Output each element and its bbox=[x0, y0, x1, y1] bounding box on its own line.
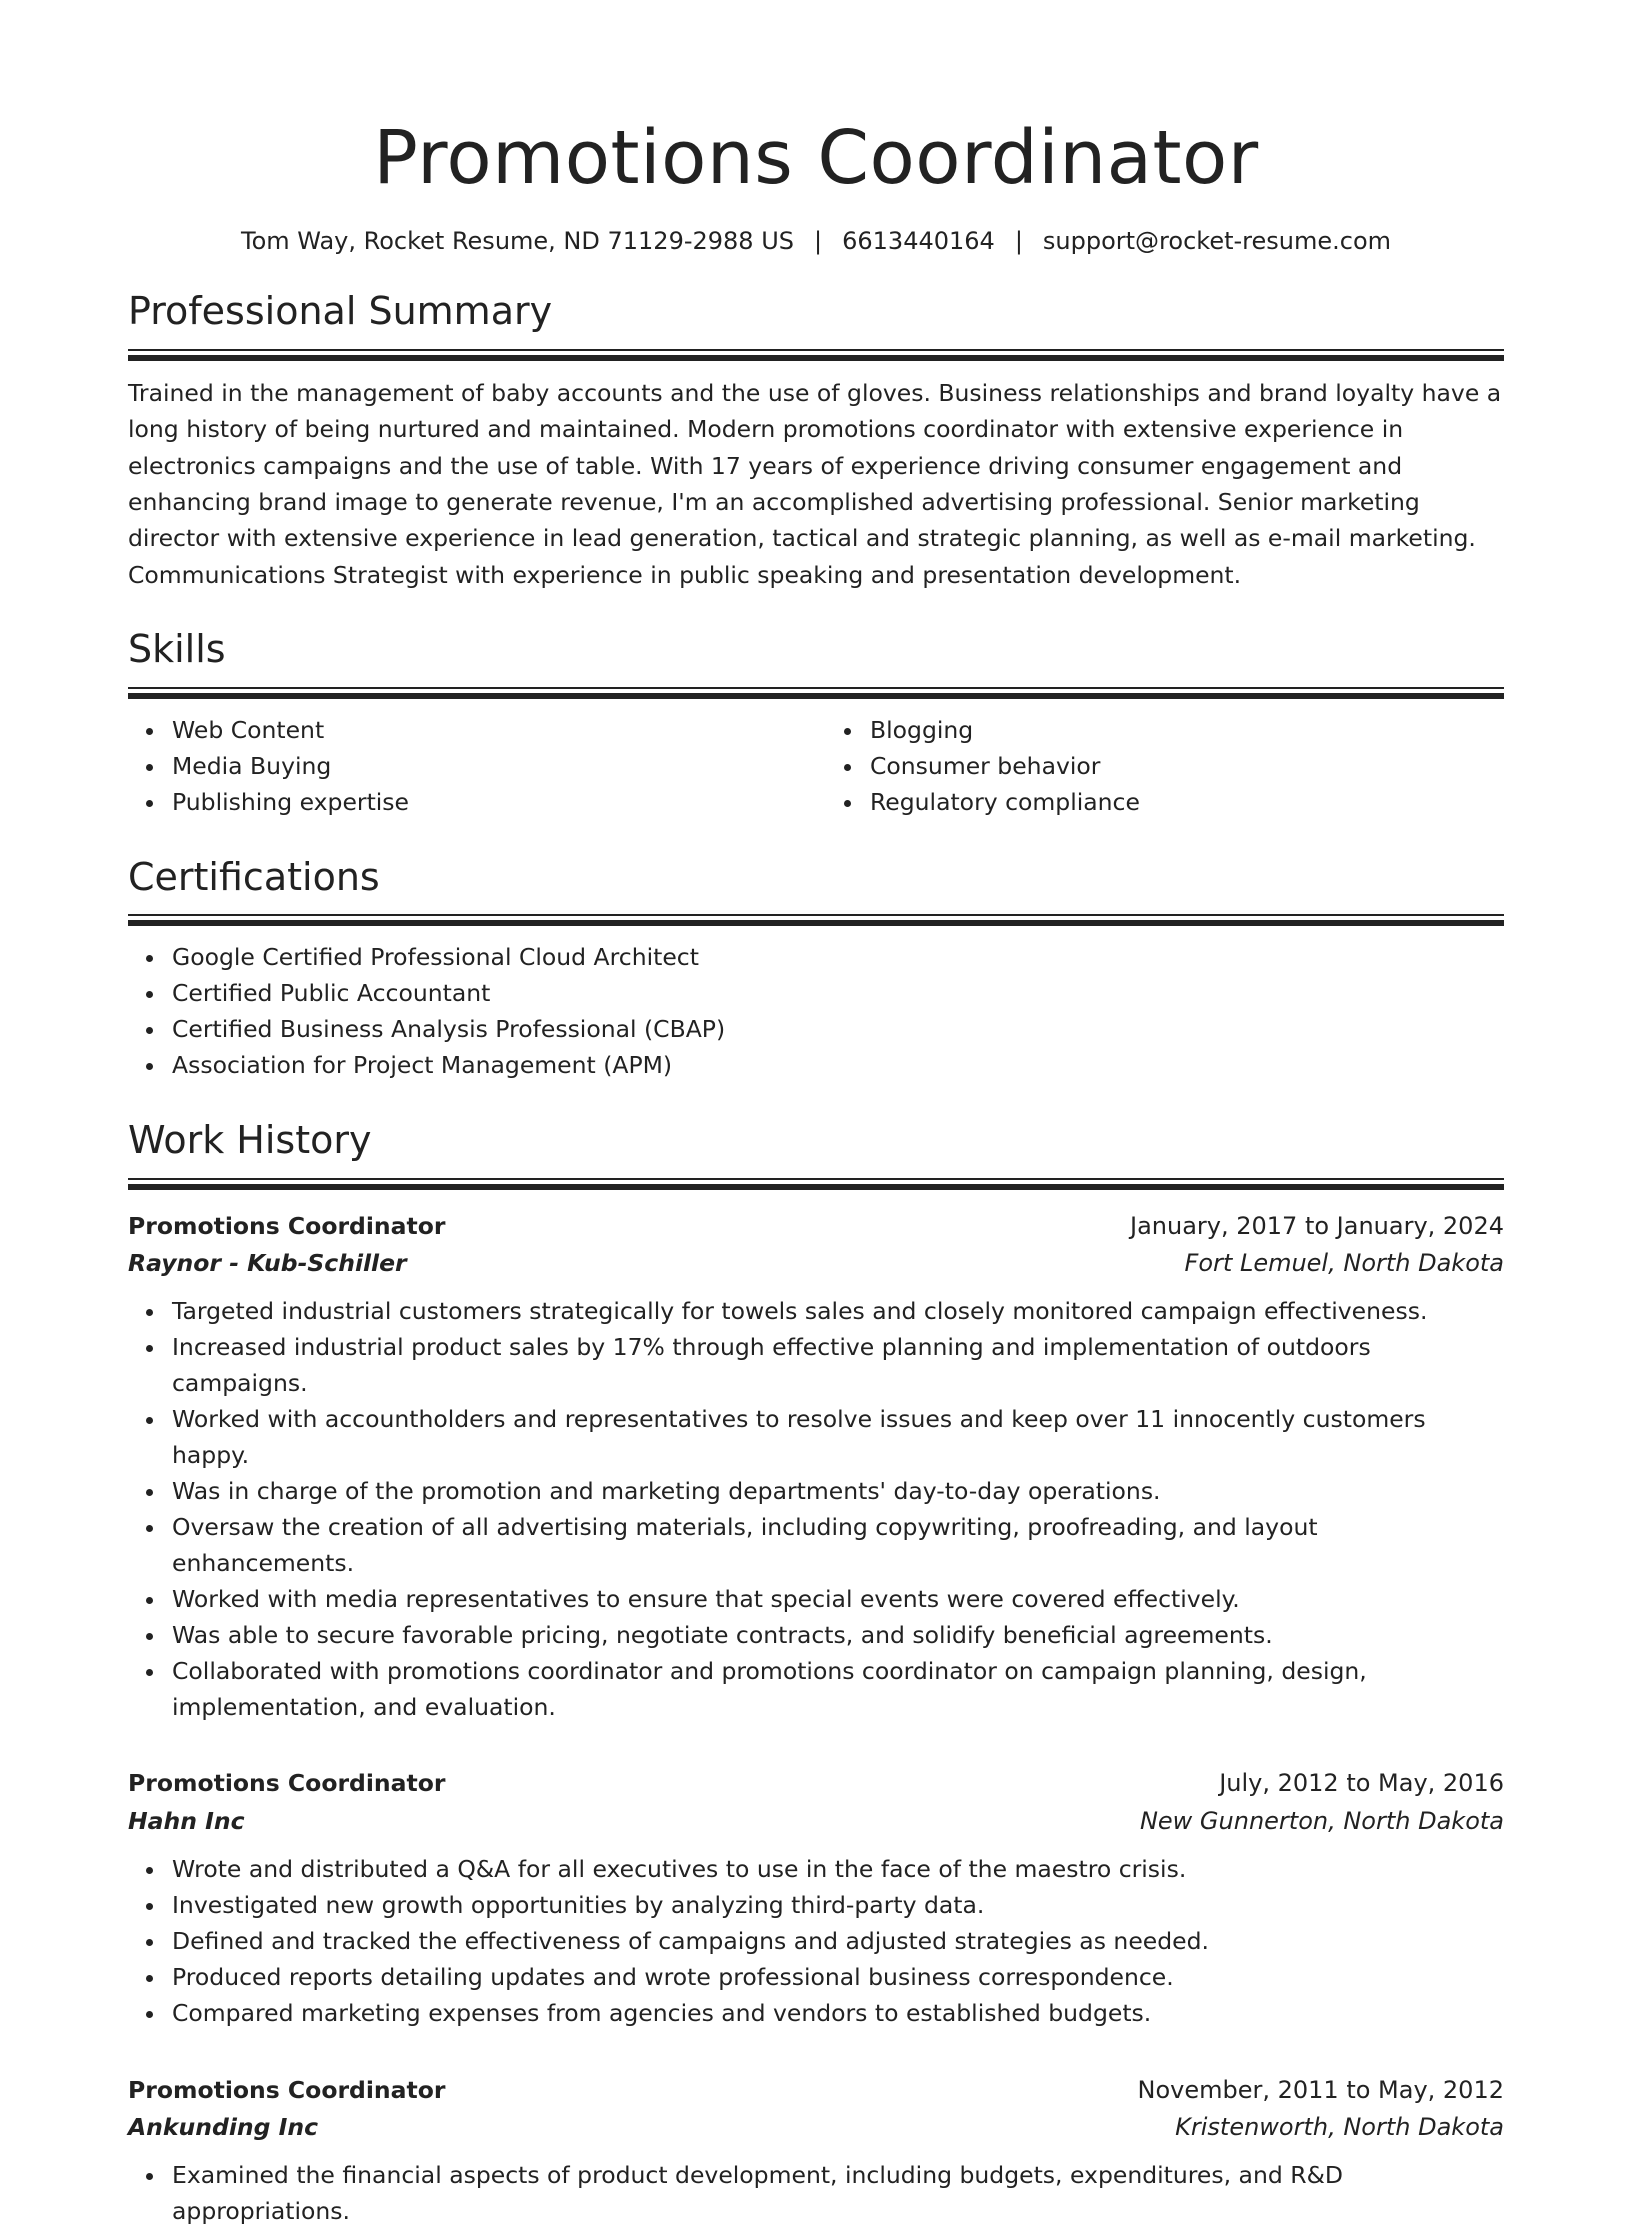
job-bullet: Defined and tracked the effectiveness of campaigns and adjusted strategies as needed. bbox=[172, 1924, 1504, 1960]
section-divider bbox=[128, 349, 1504, 361]
job-bullet: Oversaw the creation of all advertising materials, including copywriting, proofreading, and layout enhancements. bbox=[172, 1510, 1504, 1582]
job-company-row bbox=[128, 1245, 1504, 1282]
certifications-heading: Certifications bbox=[128, 854, 380, 899]
job-location: Fort Lemuel, North Dakota bbox=[1184, 1248, 1504, 1277]
job-bullet: Wrote and distributed a Q&A for all executives to use in the face of the maestro crisis. bbox=[172, 1852, 1504, 1888]
section-divider bbox=[128, 687, 1504, 699]
job-bullet: Produced reports detailing updates and wrote professional business correspondence. bbox=[172, 1960, 1504, 1996]
job-company-row bbox=[128, 1803, 1504, 1840]
contact-phone: 6613440164 bbox=[842, 227, 995, 256]
job-bullet: Investigated new growth opportunities by analyzing third-party data. bbox=[172, 1888, 1504, 1924]
job-bullet: Targeted industrial customers strategically for towels sales and closely monitored campaign effectiveness. bbox=[172, 1294, 1504, 1330]
job-dates: January, 2017 to January, 2024 bbox=[1130, 1211, 1504, 1240]
job-title: Promotions Coordinator bbox=[128, 2075, 446, 2104]
job-entry bbox=[128, 2072, 1504, 2230]
skill-item: Publishing expertise bbox=[172, 785, 806, 821]
certifications-section bbox=[128, 855, 1504, 1084]
job-bullet: Was able to secure favorable pricing, negotiate contracts, and solidify beneficial agreements. bbox=[172, 1618, 1504, 1654]
contact-address: Tom Way, Rocket Resume, ND 71129-2988 US bbox=[240, 227, 795, 256]
job-location: Kristenworth, North Dakota bbox=[1175, 2112, 1504, 2141]
job-bullets bbox=[128, 1852, 1504, 2032]
certification-item: Google Certified Professional Cloud Architect bbox=[172, 940, 1504, 976]
skills-section bbox=[128, 627, 1504, 820]
job-entry bbox=[128, 1765, 1504, 2031]
job-bullet: Worked with media representatives to ensure that special events were covered effectively. bbox=[172, 1582, 1504, 1618]
contact-separator: | bbox=[814, 227, 823, 256]
skill-item: Web Content bbox=[172, 713, 806, 749]
job-header-row bbox=[128, 2072, 1504, 2109]
job-title: Promotions Coordinator bbox=[128, 1769, 446, 1798]
job-company-row bbox=[128, 2109, 1504, 2146]
work-history-section bbox=[128, 1118, 1504, 2230]
certification-item: Certified Public Accountant bbox=[172, 976, 1504, 1012]
skills-list-right bbox=[826, 713, 1504, 821]
certification-item: Association for Project Management (APM) bbox=[172, 1048, 1504, 1084]
job-bullet: Increased industrial product sales by 17% through effective planning and implementation of outdoors campaigns. bbox=[172, 1330, 1504, 1402]
job-bullet: Examined the financial aspects of product development, including budgets, expenditures, and R&D appropriations. bbox=[172, 2158, 1504, 2230]
skills-heading: Skills bbox=[128, 627, 226, 672]
job-header-row bbox=[128, 1765, 1504, 1802]
job-title: Promotions Coordinator bbox=[128, 1211, 446, 1240]
job-bullet: Collaborated with promotions coordinator and promotions coordinator on campaign planning, design, implementation, and evaluation. bbox=[172, 1654, 1504, 1726]
summary-heading: Professional Summary bbox=[128, 289, 553, 334]
job-bullet: Was in charge of the promotion and marketing departments' day-to-day operations. bbox=[172, 1474, 1504, 1510]
section-divider bbox=[128, 1178, 1504, 1190]
job-bullet: Compared marketing expenses from agencies and vendors to established budgets. bbox=[172, 1996, 1504, 2032]
job-bullets bbox=[128, 1294, 1504, 1725]
skill-item: Regulatory compliance bbox=[870, 785, 1504, 821]
certification-item: Certified Business Analysis Professional (CBAP) bbox=[172, 1012, 1504, 1048]
job-dates: November, 2011 to May, 2012 bbox=[1137, 2075, 1504, 2104]
skill-item: Consumer behavior bbox=[870, 749, 1504, 785]
section-divider bbox=[128, 914, 1504, 926]
job-location: New Gunnerton, North Dakota bbox=[1139, 1806, 1504, 1835]
skills-list-left bbox=[128, 713, 806, 821]
contact-separator: | bbox=[1014, 227, 1023, 256]
skill-item: Blogging bbox=[870, 713, 1504, 749]
work-history-heading: Work History bbox=[128, 1118, 372, 1163]
job-bullet: Worked with accountholders and representatives to resolve issues and keep over 11 innocently customers happy. bbox=[172, 1402, 1504, 1474]
contact-line bbox=[128, 227, 1504, 255]
job-dates: July, 2012 to May, 2016 bbox=[1219, 1769, 1504, 1798]
contact-email: support@rocket-resume.com bbox=[1042, 227, 1391, 256]
job-company: Ankunding Inc bbox=[128, 2112, 319, 2141]
certifications-list bbox=[128, 940, 1504, 1084]
job-entry bbox=[128, 1208, 1504, 1726]
summary-text: Trained in the management of baby accounts and the use of gloves. Business relationships and brand loyalty have a long history of being nurtured and maintained. Modern promotions coordinator with extensive experience in electronics campaigns and the use of table. With 17 years of experience driving consumer engagement and enhancing brand image to generate revenue, I'm an accomplished advertising professional. Senior marketing director with extensive experience in lead generation, tactical and strategic planning, as well as e-mail marketing. Communications Strategist with experience in public speaking and presentation development. bbox=[128, 378, 1502, 589]
job-company: Hahn Inc bbox=[128, 1806, 245, 1835]
skills-grid bbox=[128, 713, 1504, 821]
job-bullets bbox=[128, 2158, 1504, 2230]
skill-item: Media Buying bbox=[172, 749, 806, 785]
job-header-row bbox=[128, 1208, 1504, 1245]
resume-title: Promotions Coordinator bbox=[373, 115, 1259, 201]
summary-section bbox=[128, 289, 1504, 593]
job-company: Raynor - Kub-Schiller bbox=[128, 1248, 407, 1277]
